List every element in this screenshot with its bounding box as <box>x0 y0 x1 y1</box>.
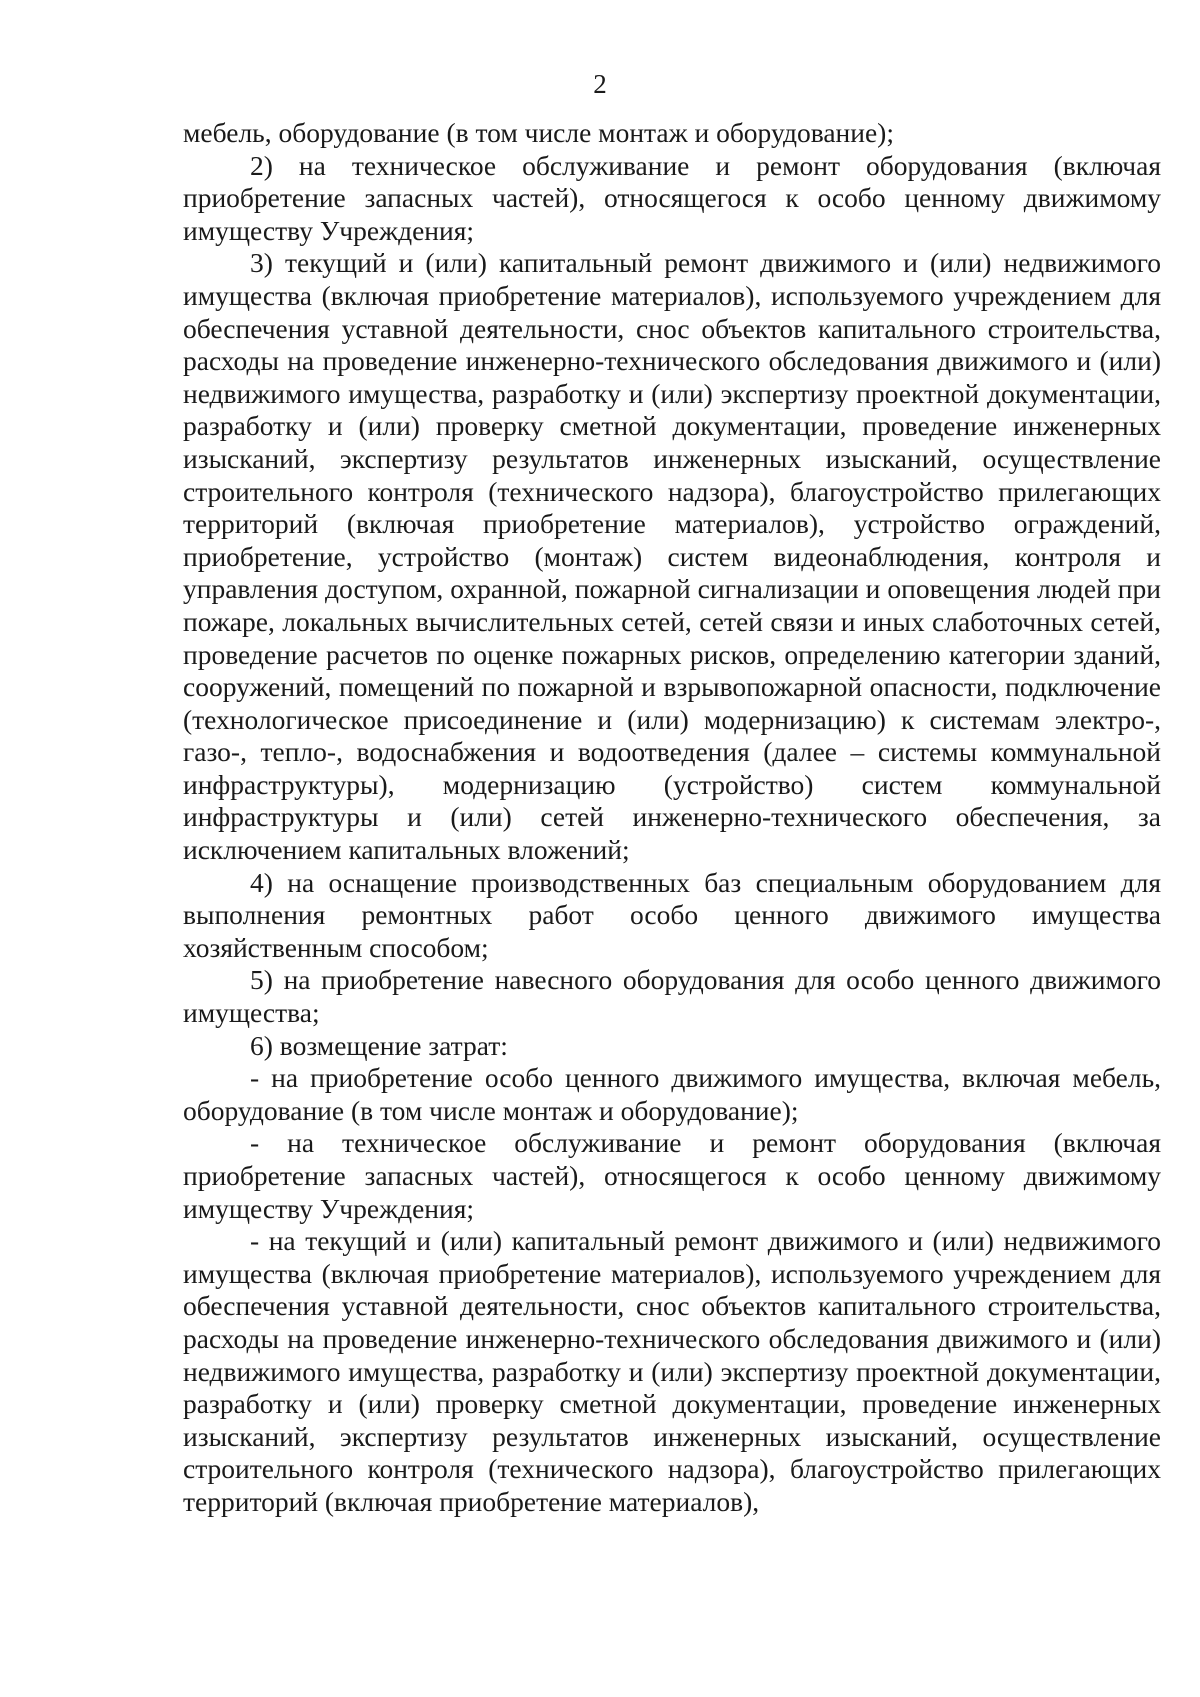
paragraph: 4) на оснащение производственных баз специальным оборудованием для выполнения ремонтных работ особо ценного движимого имущества хозяйственным способом; <box>183 866 1161 963</box>
paragraph: - на техническое обслуживание и ремонт оборудования (включая приобретение запасных частей), относящегося к особо ценному движимому имуществу Учреждения; <box>183 1127 1161 1224</box>
paragraph: 2) на техническое обслуживание и ремонт оборудования (включая приобретение запасных частей), относящегося к особо ценному движимому имуществу Учреждения; <box>183 149 1161 246</box>
paragraph: - на приобретение особо ценного движимого имущества, включая мебель, оборудование (в том числе монтаж и оборудование); <box>183 1062 1161 1126</box>
paragraph: мебель, оборудование (в том числе монтаж и оборудование); <box>183 117 894 148</box>
page-number: 2 <box>593 69 607 99</box>
paragraph: 3) текущий и (или) капитальный ремонт движимого и (или) недвижимого имущества (включая приобретение материалов), используемого учреждением для обеспечения уставной деятельности, снос объектов капитального строительства, расходы на проведение инженерно-технического обследования движимого и (или) недвижимого имущества, разработку и (или) экспертизу проектной документации, разработку и (или) проверку сметной документации, проведение инженерных изысканий, экспертизу результатов инженерных изысканий, осуществление строительного контроля (технического надзора), благоустройство прилегающих территорий (включая приобретение материалов), устройство ограждений, приобретение, устройство (монтаж) систем видеонаблюдения, контроля и управления доступом, охранной, пожарной сигнализации и оповещения людей при пожаре, локальных вычислительных сетей, сетей связи и иных слаботочных сетей, проведение расчетов по оценке пожарных рисков, определению категории зданий, сооружений, помещений по пожарной и взрывопожарной опасности, подключение (технологическое присоединение и (или) модернизацию) к системам электро-, газо-, тепло-, водоснабжения и водоотведения (далее – системы коммунальной инфраструктуры), модернизацию (устройство) систем коммунальной инфраструктуры и (или) сетей инженерно-технического обеспечения, за исключением капитальных вложений; <box>183 247 1161 866</box>
paragraph: 5) на приобретение навесного оборудования для особо ценного движимого имущества; <box>183 964 1161 1029</box>
document-body <box>183 117 1161 1519</box>
paragraph: 6) возмещение затрат: <box>250 1029 508 1061</box>
paragraph: - на текущий и (или) капитальный ремонт движимого и (или) недвижимого имущества (включая приобретение материалов), используемого учреждением для обеспечения уставной деятельности, снос объектов капитального строительства, расходы на проведение инженерно-технического обследования движимого и (или) недвижимого имущества, разработку и (или) экспертизу проектной документации, разработку и (или) проверку сметной документации, проведение инженерных изысканий, экспертизу результатов инженерных изысканий, осуществление строительного контроля (технического надзора), благоустройство прилегающих территорий (включая приобретение материалов), <box>183 1225 1161 1517</box>
